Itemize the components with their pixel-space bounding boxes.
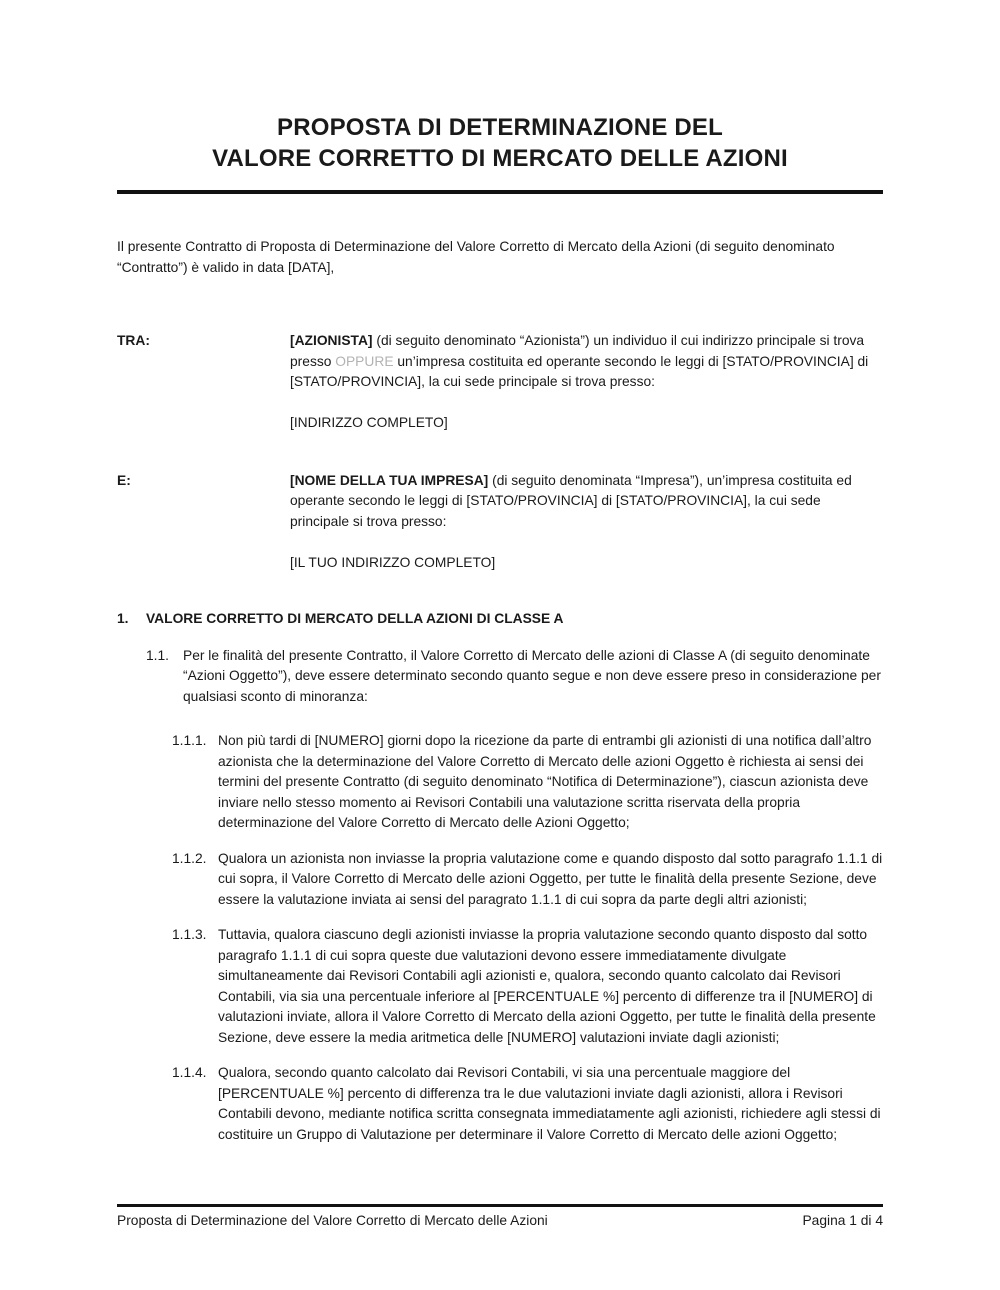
party-block-e	[117, 471, 883, 574]
party-label-tra: TRA:	[117, 333, 150, 348]
clause-1-1-text: Per le finalità del presente Contratto, il Valore Corretto di Mercato delle azioni di Classe A (di seguito denominate “Azioni Oggetto”), deve essere determinato secondo quanto segue e non deve essere preso in considerazione per qualsiasi sconto di minoranza:	[183, 647, 881, 704]
party-address-tra: [INDIRIZZO COMPLETO]	[290, 415, 448, 430]
or-keyword: OPPURE	[335, 353, 394, 369]
party-block-tra	[117, 331, 883, 434]
company-name-placeholder: [NOME DELLA TUA IMPRESA]	[290, 472, 489, 488]
party-body-tra	[290, 331, 883, 434]
party-text-before-or: (di seguito denominato “Azionista”) un individuo il cui indirizzo principale si trova presso	[290, 333, 865, 369]
clause-1-1-4-number: 1.1.4.	[172, 1065, 207, 1080]
party-text-after-or: un’impresa costituita ed operante secondo le leggi di [STATO/PROVINCIA] di [STATO/PROVINCIA], la cui sede principale si trova presso:	[290, 353, 869, 389]
clause-1-1-3-number: 1.1.3.	[172, 927, 207, 942]
party-text-e: (di seguito denominata “Impresa”), un’impresa costituita ed operante secondo le leggi di [STATO/PROVINCIA] di [STATO/PROVINCIA], la cui sede principale si trova presso:	[290, 472, 852, 529]
party-body-e	[290, 471, 883, 574]
footer-divider	[117, 1204, 883, 1207]
title-divider	[117, 190, 883, 194]
party-description-e	[290, 471, 883, 533]
clause-1-1-number: 1.1.	[146, 647, 170, 663]
section-1-heading	[117, 609, 883, 630]
footer-document-title: Proposta di Determinazione del Valore Corretto di Mercato delle Azioni	[117, 1213, 548, 1228]
party-description-tra	[290, 331, 883, 393]
intro-paragraph: Il presente Contratto di Proposta di Determinazione del Valore Corretto di Mercato della Azioni (di seguito denominato “Contratto”) è valido in data [DATA],	[117, 239, 835, 275]
clause-1-1-2-number: 1.1.2.	[172, 850, 207, 866]
clause-1-1-1	[172, 731, 883, 834]
footer-page-number: Pagina 1 di 4	[802, 1213, 883, 1228]
section-1-title: VALORE CORRETTO DI MERCATO DELLA AZIONI DI CLASSE A	[146, 611, 564, 626]
page-footer	[117, 1204, 883, 1232]
clause-1-1-3-text: Tuttavia, qualora ciascuno degli azionisti inviasse la propria valutazione secondo quanto disposto dal sotto paragrafo 1.1.1 di cui sopra queste due valutazioni devono essere immediatamente divulgate simultaneamente dai Revisori Contabili agli azionisti e, qualora, secondo quanto calcolato dai Revisori Contabili, via sia una percentuale inferiore al [PERCENTUALE %] percento di differenze tra il [NUMERO] di valutazioni inviate, allora il Valore Corretto di Mercato della azioni Oggetto, per tutte le finalità della presente Sezione, deve essere la media aritmetica delle [NUMERO] valutazioni inviate dagli azionisti;	[218, 927, 876, 1045]
party-name-placeholder: [AZIONISTA]	[290, 333, 373, 348]
party-address-e: [IL TUO INDIRIZZO COMPLETO]	[290, 554, 496, 570]
document-title-line-1: PROPOSTA DI DETERMINAZIONE DEL	[276, 114, 723, 141]
clause-1-1-4	[172, 1063, 883, 1145]
clause-1-1-3	[172, 925, 883, 1048]
clause-1-1-1-text: Non più tardi di [NUMERO] giorni dopo la ricezione da parte di entrambi gli azionisti di una notifica dall’altro azionista che la determinazione del Valore Corretto di Mercato delle azioni Oggetto è richiesta ai sensi dei termini del presente Contratto (di seguito denominato “Notifica di Determinazione”), ciascun azionista deve inviare nello stesso momento ai Revisori Contabili una valutazione scritta riservata della propria determinazione del Valore Corretto di Mercato delle Azioni Oggetto;	[218, 733, 872, 830]
section-1-number: 1.	[117, 611, 129, 626]
clause-1-1-1-number: 1.1.1.	[172, 733, 207, 748]
clause-1-1-4-text: Qualora, secondo quanto calcolato dai Revisori Contabili, vi sia una percentuale maggiore del [PERCENTUALE %] percento di differenza tra le due valutazioni inviate dagli azionisti, allora i Revisori Contabili devono, mediante notifica scritta consegnata immediatamente agli azionisti, richiedere agli stessi di costituire un Gruppo di Valutazione per determinare il Valore Corretto di Mercato delle azioni Oggetto;	[218, 1065, 881, 1142]
party-label-e: E:	[117, 472, 131, 488]
document-title	[117, 112, 883, 174]
clause-1-1-2-text: Qualora un azionista non inviasse la propria valutazione come e quando disposto dal sotto paragrafo 1.1.1 di cui sopra, il Valore Corretto di Mercato delle azioni Oggetto, per tutte le finalità della presente Sezione, deve essere la valutazione inviata ai sensi del paragrato 1.1.1 di cui sopra da parte degli altri azionisti;	[218, 850, 883, 907]
clause-1-1-2	[172, 849, 883, 911]
document-title-line-2: VALORE CORRETTO DI MERCATO DELLE AZIONI	[212, 145, 788, 172]
clause-1-1	[146, 646, 883, 708]
footer-row	[117, 1211, 883, 1232]
